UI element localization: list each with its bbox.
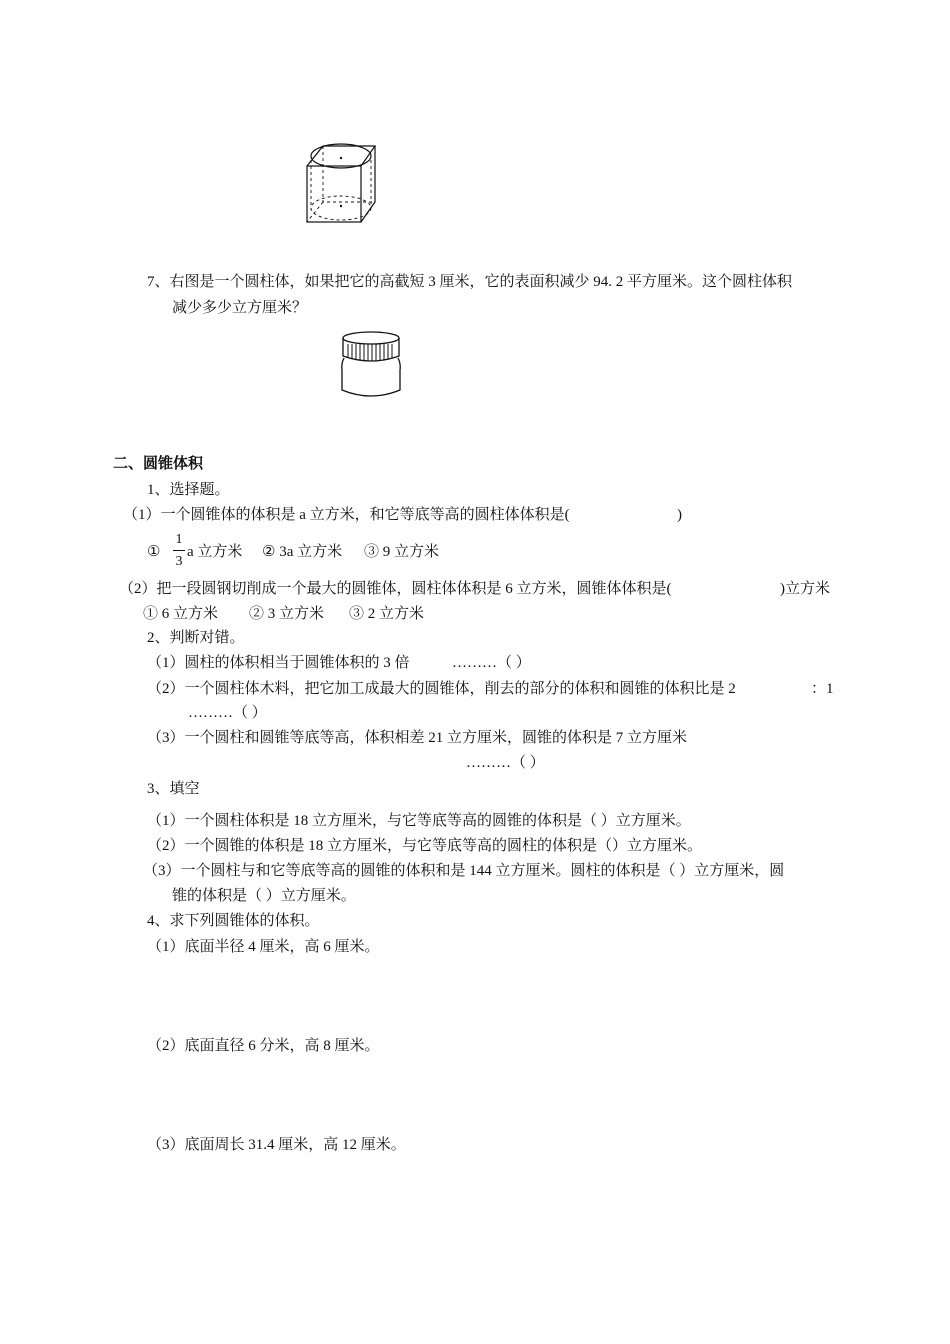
choice-q1-opt1-rest: a 立方米 xyxy=(187,544,243,560)
choice-q1-close: ) xyxy=(677,507,682,523)
judge-s3-paren: ………（ ） xyxy=(466,755,545,771)
judge-s2-paren: ………（ ） xyxy=(188,705,267,721)
volume-p3: （3）底面周长 31.4 厘米，高 12 厘米。 xyxy=(147,1137,406,1153)
fill-f3-line2: 锥的体积是（ ）立方厘米。 xyxy=(172,888,356,904)
cube-cylinder-figure xyxy=(303,138,383,228)
choice-q1-text: （1）一个圆锥体的体积是 a 立方米，和它等底等高的圆柱体体积是( xyxy=(123,507,570,523)
fill-f1: （1）一个圆柱体积是 18 立方厘米，与它等底等高的圆锥的体积是（ ）立方厘米。 xyxy=(147,813,691,829)
judge-s2: （2）一个圆柱体木料，把它加工成最大的圆锥体，削去的部分的体积和圆锥的体积比是 2 xyxy=(147,681,736,697)
judge-s3: （3）一个圆柱和圆锥等底等高，体积相差 21 立方厘米，圆锥的体积是 7 立方厘米 xyxy=(147,730,688,746)
volume-p1: （1）底面半径 4 厘米，高 6 厘米。 xyxy=(147,939,380,955)
fill-f3-line1: （3）一个圆柱与和它等底等高的圆锥的体积和是 144 立方厘米。圆柱的体积是（ ）立方厘米，圆 xyxy=(143,863,785,879)
choice-q1-opt2: ② 3a 立方米 xyxy=(262,544,343,560)
volume-p2: （2）底面直径 6 分米，高 8 厘米。 xyxy=(147,1038,380,1054)
fraction-denominator: 3 xyxy=(175,554,183,569)
choice-q2-close: )立方米 xyxy=(780,581,830,597)
part3-title: 3、填空 xyxy=(147,781,200,797)
choice-q1-opt1-marker: ① xyxy=(147,544,161,560)
choice-q2-opt3: ③ 2 立方米 xyxy=(349,606,425,622)
judge-s2-ratio: ：1 xyxy=(811,681,834,697)
part2-title: 2、判断对错。 xyxy=(147,630,245,646)
choice-q2-opt1: ① 6 立方米 xyxy=(143,606,219,622)
fraction-bar xyxy=(173,550,185,551)
q7-line2: 减少多少立方厘米？ xyxy=(172,300,308,316)
fraction-numerator: 1 xyxy=(175,532,183,547)
fill-f2: （2）一个圆锥的体积是 18 立方厘米，与它等底等高的圆柱的体积是（）立方厘米。 xyxy=(147,838,703,854)
part4-title: 4、求下列圆锥体的体积。 xyxy=(147,913,320,929)
choice-q1-opt3: ③ 9 立方米 xyxy=(364,544,440,560)
section-heading: 二、圆锥体积 xyxy=(113,455,204,472)
judge-s1-paren: ………（ ） xyxy=(452,655,531,671)
part1-title: 1、选择题。 xyxy=(147,482,230,498)
choice-q2-opt2: ② 3 立方米 xyxy=(249,606,325,622)
judge-s1: （1）圆柱的体积相当于圆锥体积的 3 倍 xyxy=(147,655,410,671)
jar-cylinder-figure xyxy=(336,330,406,402)
q7-line1: 7、右图是一个圆柱体，如果把它的高截短 3 厘米，它的表面积减少 94. 2 平方厘米。这个圆柱体积 xyxy=(147,274,793,290)
choice-q2-text: （2）把一段圆钢切削成一个最大的圆锥体，圆柱体体积是 6 立方米，圆锥体体积是( xyxy=(119,581,672,597)
